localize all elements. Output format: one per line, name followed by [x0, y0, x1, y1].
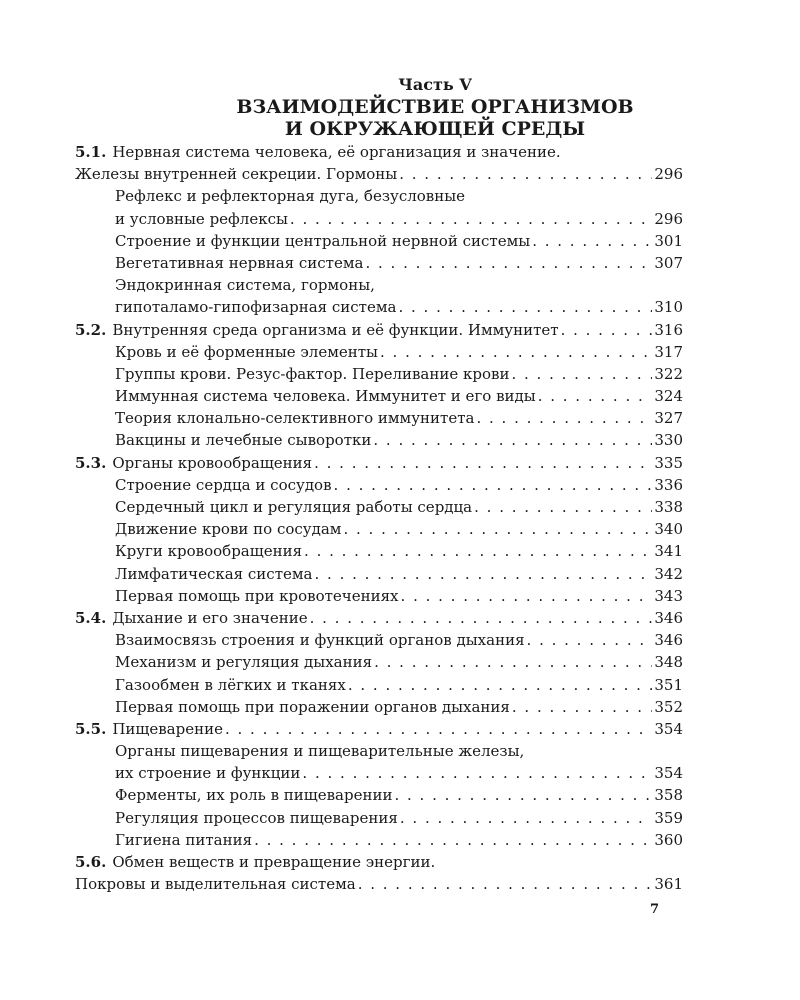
toc-page-number: 341	[654, 542, 683, 561]
toc-entry[interactable]	[75, 629, 683, 651]
toc-entry-title: Теория клонально-селективного иммунитета	[115, 409, 475, 428]
toc-page-number: 346	[654, 631, 683, 650]
toc-page-number: 346	[654, 608, 683, 627]
toc-page-number: 330	[654, 431, 683, 450]
leader-dots	[532, 230, 652, 252]
part-header	[0, 74, 800, 140]
toc-entry-title: Ферменты, их роль в пищеварении	[115, 786, 393, 805]
toc-page-number: 343	[654, 586, 683, 605]
leader-dots	[343, 518, 652, 540]
leader-dots	[254, 829, 652, 851]
toc-entry-title: Первая помощь при кровотечениях	[115, 586, 399, 605]
leader-dots	[302, 762, 652, 784]
toc-entry-title: Железы внутренней секреции. Гормоны	[75, 165, 398, 184]
leader-dots	[365, 252, 652, 274]
toc-entry[interactable]	[75, 807, 683, 829]
table-of-contents	[75, 141, 683, 895]
toc-entry[interactable]	[75, 740, 683, 762]
toc-entry[interactable]	[75, 474, 683, 496]
toc-entry-title: Органы кровообращения	[112, 453, 313, 472]
toc-page-number: 354	[654, 764, 683, 783]
part-title-line-2: И ОКРУЖАЮЩЕЙ СРЕДЫ	[284, 118, 586, 140]
leader-dots	[334, 474, 653, 496]
toc-page-number: 354	[654, 719, 683, 738]
toc-page-number: 296	[654, 165, 683, 184]
part-label: Часть V	[398, 75, 472, 94]
toc-entry[interactable]	[75, 674, 683, 696]
toc-section-number: 5.2.	[75, 320, 107, 339]
toc-entry-title: Обмен веществ и превращение энергии.	[112, 853, 436, 871]
toc-entry-title: Первая помощь при поражении органов дыхания	[115, 697, 510, 716]
toc-entry-title: Строение сердца и сосудов	[115, 475, 332, 494]
page-number: 7	[650, 902, 660, 917]
leader-dots	[373, 429, 652, 451]
leader-dots	[290, 208, 652, 230]
toc-section-5-4[interactable]	[75, 607, 683, 629]
toc-page-number: 335	[654, 453, 683, 472]
toc-section-5-1[interactable]	[75, 141, 683, 163]
toc-entry[interactable]	[75, 518, 683, 540]
leader-dots	[400, 807, 652, 829]
toc-entry-title: Органы пищеварения и пищеварительные железы,	[115, 742, 525, 761]
toc-page-number: 307	[654, 253, 683, 272]
toc-page-number: 310	[654, 298, 683, 317]
toc-entry[interactable]	[75, 429, 683, 451]
toc-page-number: 361	[654, 875, 683, 894]
toc-page-number: 348	[654, 653, 683, 672]
toc-entry-title: Круги кровообращения	[115, 542, 303, 561]
toc-entry[interactable]	[75, 274, 683, 296]
toc-page-number: 359	[654, 808, 683, 827]
toc-entry-title: Эндокринная система, гормоны,	[115, 276, 375, 295]
toc-entry[interactable]	[75, 385, 683, 407]
leader-dots	[512, 696, 652, 718]
toc-entry[interactable]	[75, 651, 683, 673]
toc-entry[interactable]	[75, 163, 683, 185]
leader-dots	[474, 496, 652, 518]
toc-page-number: 360	[654, 830, 683, 849]
toc-entry-title: гипоталамо-гипофизарная система	[115, 298, 397, 317]
toc-entry[interactable]	[75, 208, 683, 230]
toc-section-5-5[interactable]	[75, 718, 683, 740]
leader-dots	[380, 341, 652, 363]
toc-entry[interactable]	[75, 363, 683, 385]
toc-entry[interactable]	[75, 563, 683, 585]
toc-entry-title: Сердечный цикл и регуляция работы сердца	[115, 498, 473, 516]
toc-entry-title: Рефлекс и рефлекторная дуга, безусловные	[115, 187, 466, 206]
toc-entry-title: Дыхание и его значение	[112, 608, 308, 627]
toc-entry[interactable]	[75, 784, 683, 806]
toc-entry-title: Группы крови. Резус-фактор. Переливание крови	[115, 364, 510, 383]
toc-entry-title: Нервная система человека, её организация и значение.	[112, 143, 561, 161]
leader-dots	[310, 607, 653, 629]
toc-entry-title: Взаимосвязь строения и функций органов дыхания	[115, 631, 525, 650]
toc-entry[interactable]	[75, 230, 683, 252]
toc-page-number: 340	[654, 520, 683, 539]
toc-page-number: 351	[654, 675, 683, 694]
leader-dots	[401, 585, 653, 607]
toc-entry[interactable]	[75, 873, 683, 895]
toc-section-5-2[interactable]	[75, 319, 683, 341]
leader-dots	[476, 407, 652, 429]
toc-entry-title: Вакцины и лечебные сыворотки	[115, 431, 372, 450]
toc-entry-title: Иммунная система человека. Иммунитет и его виды	[115, 387, 536, 406]
toc-section-5-3[interactable]	[75, 452, 683, 474]
leader-dots	[399, 163, 652, 185]
toc-entry[interactable]	[75, 252, 683, 274]
toc-entry[interactable]	[75, 496, 683, 518]
toc-section-number: 5.5.	[75, 719, 107, 738]
toc-entry-title: Вегетативная нервная система	[115, 253, 364, 272]
toc-page-number: 327	[654, 409, 683, 428]
toc-section-5-6[interactable]	[75, 851, 683, 873]
toc-page-number: 316	[654, 320, 683, 339]
leader-dots	[398, 296, 652, 318]
part-title-line-1: ВЗАИМОДЕЙСТВИЕ ОРГАНИЗМОВ	[236, 96, 634, 118]
toc-entry[interactable]	[75, 696, 683, 718]
toc-entry-title: Пищеварение	[112, 719, 223, 738]
toc-page-number: 317	[654, 342, 683, 361]
toc-entry[interactable]	[75, 341, 683, 363]
leader-dots	[394, 784, 652, 806]
toc-entry-title: Внутренняя среда организма и её функции. Иммунитет	[112, 320, 559, 339]
toc-entry-title: Механизм и регуляция дыхания	[115, 653, 373, 672]
toc-entry-title: Гигиена питания	[115, 830, 253, 849]
toc-entry-title: Строение и функции центральной нервной системы	[115, 231, 531, 250]
toc-section-number: 5.3.	[75, 453, 107, 472]
toc-entry[interactable]	[75, 407, 683, 429]
leader-dots	[304, 540, 652, 562]
toc-entry[interactable]	[75, 540, 683, 562]
leader-dots	[538, 385, 653, 407]
toc-entry[interactable]	[75, 585, 683, 607]
toc-entry-title: Лимфатическая система	[115, 564, 313, 583]
toc-page-number: 358	[654, 786, 683, 805]
leader-dots	[315, 563, 653, 585]
leader-dots	[527, 629, 653, 651]
toc-entry-title: их строение и функции	[115, 764, 301, 783]
leader-dots	[511, 363, 652, 385]
toc-page-number: 324	[654, 387, 683, 406]
toc-entry-title: Покровы и выделительная система	[75, 875, 356, 894]
toc-entry-title: Кровь и её форменные элементы	[115, 342, 378, 361]
toc-page-number: 338	[654, 498, 683, 516]
toc-page-number: 336	[654, 475, 683, 494]
leader-dots	[348, 674, 653, 696]
toc-section-number: 5.1.	[75, 143, 107, 161]
toc-entry[interactable]	[75, 762, 683, 784]
toc-entry-title: Движение крови по сосудам	[115, 520, 342, 539]
toc-entry-title: Газообмен в лёгких и тканях	[115, 675, 346, 694]
leader-dots	[225, 718, 652, 740]
toc-entry-title: и условные рефлексы	[115, 209, 288, 228]
toc-section-number: 5.6.	[75, 853, 107, 871]
toc-entry[interactable]	[75, 829, 683, 851]
leader-dots	[561, 319, 653, 341]
toc-page-number: 296	[654, 209, 683, 228]
toc-entry[interactable]	[75, 185, 683, 207]
leader-dots	[358, 873, 653, 895]
toc-page-number: 352	[654, 697, 683, 716]
leader-dots	[374, 651, 652, 673]
toc-page-number: 342	[654, 564, 683, 583]
toc-page-number: 322	[654, 364, 683, 383]
toc-entry[interactable]	[75, 296, 683, 318]
leader-dots	[314, 452, 652, 474]
toc-entry-title: Регуляция процессов пищеварения	[115, 808, 398, 827]
toc-page-number: 301	[654, 231, 683, 250]
toc-section-number: 5.4.	[75, 608, 107, 627]
